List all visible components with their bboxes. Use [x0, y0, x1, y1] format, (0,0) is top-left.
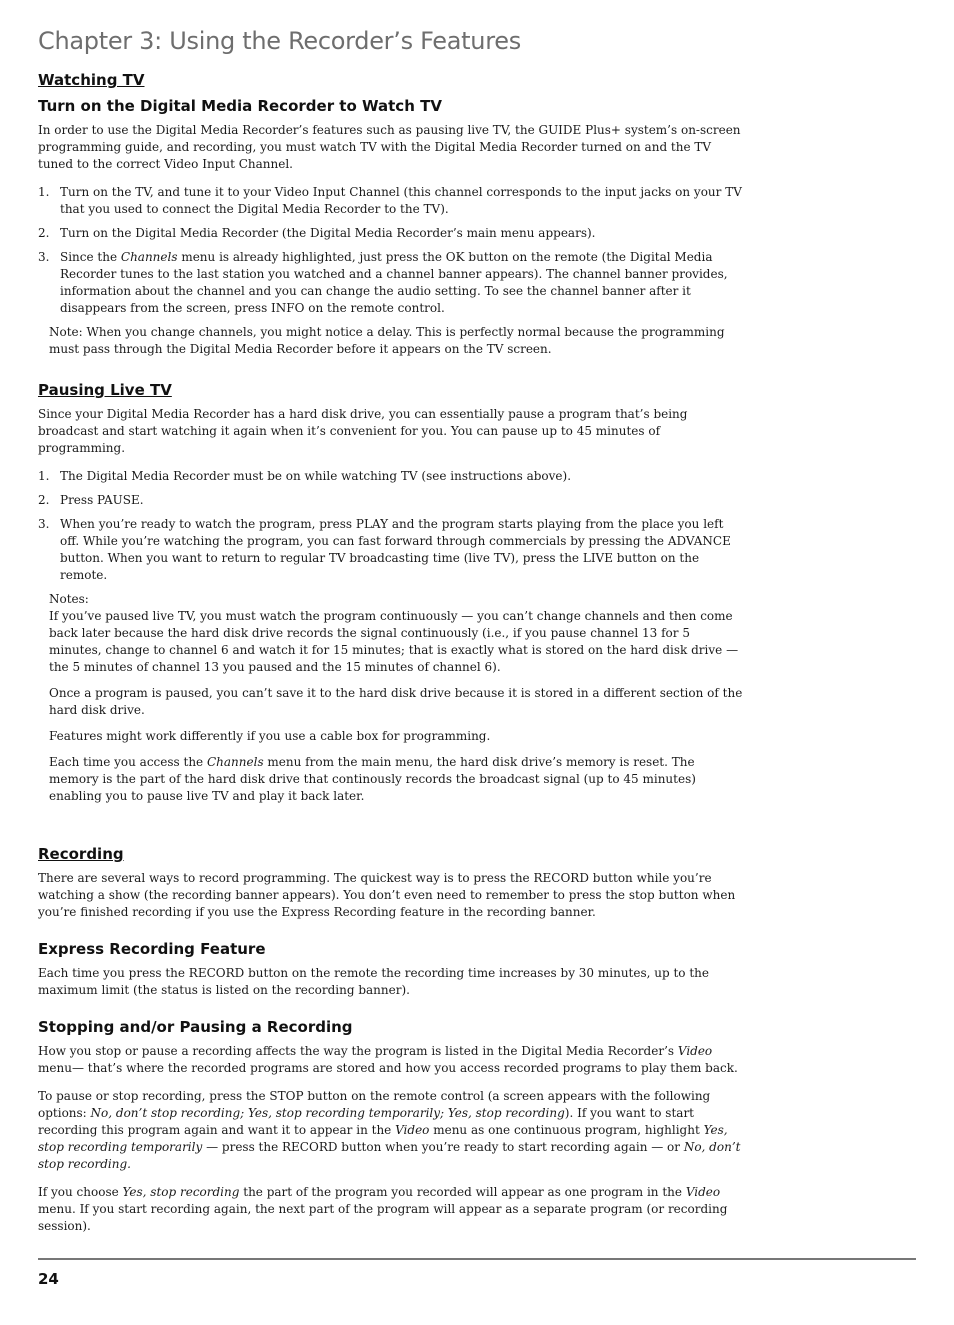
- text-emphasis: Yes, stop recording: [122, 1185, 240, 1199]
- pausing-note-1: If you’ve paused live TV, you must watch the program continuously — you can’t change channels and then come back later because the hard disk drive records the signal continuously (i.e., if you pause channel 13 for 5 minutes, change to channel 6 and watch it for 15 minutes; that is exactly what is stored on the hard disk drive — the 5 minutes of channel 13 you paused and the 15 minutes of channel 6).: [49, 609, 739, 674]
- watching-steps-list: [38, 184, 746, 317]
- text-run: How you stop or pause a recording affects the way the program is listed in the Digital Media Recorder’s: [38, 1044, 678, 1058]
- text-run: menu— that’s where the recorded programs are stored and how you access recorded programs to play them back.: [38, 1061, 738, 1075]
- chapter-title: Chapter 3: Using the Recorder’s Features: [38, 27, 521, 55]
- footer-divider: [38, 1258, 916, 1260]
- subheading-turn-on-recorder: Turn on the Digital Media Recorder to Watch TV: [38, 97, 442, 115]
- step-text-post: menu is already highlighted, just press the OK button on the remote (the Digital Media Recorder tunes to the last station you watched and a channel banner appears). The channel banner provides, information about the channel and you can change the audio setting. To see the channel banner after it disappears from the screen, press INFO on the remote control.: [60, 250, 728, 315]
- step-text: Turn on the Digital Media Recorder (the Digital Media Recorder’s main menu appears).: [60, 226, 596, 240]
- text-emphasis: Video: [685, 1185, 721, 1199]
- step-text: When you’re ready to watch the program, press PLAY and the program starts playing from the place you left off. While you’re watching the program, you can fast forward through commercials by pressing the ADVANCE button. When you want to return to regular TV broadcasting time (live TV), press the LIVE button on the remote.: [60, 517, 731, 582]
- page-content: [38, 24, 746, 1246]
- list-item: [38, 516, 746, 584]
- step-number: 2.: [38, 493, 50, 507]
- step-text: The Digital Media Recorder must be on while watching TV (see instructions above).: [60, 469, 572, 483]
- stopping-paragraph-2: [38, 1088, 746, 1173]
- section-heading-pausing-live-tv: Pausing Live TV: [38, 381, 172, 399]
- step-number: 3.: [38, 250, 50, 264]
- notes-label: Notes:: [49, 592, 89, 606]
- note-text-post: menu from the main menu, the hard disk drive’s memory is reset. The memory is the part of the hard disk drive that continously records the broadcast signal (up to 45 minutes) enabling you to pause live TV and play it back later.: [49, 755, 696, 803]
- stopping-paragraph-3: [38, 1184, 746, 1235]
- subheading-stopping-pausing: Stopping and/or Pausing a Recording: [38, 1018, 353, 1036]
- list-item: [38, 468, 746, 485]
- text-emphasis: No, don’t stop recording; Yes, stop recording temporarily; Yes, stop recording: [90, 1106, 565, 1120]
- step-number: 3.: [38, 517, 50, 531]
- step-text: Turn on the TV, and tune it to your Video Input Channel (this channel corresponds to the input jacks on your TV that you used to connect the Digital Media Recorder to the TV).: [60, 185, 742, 216]
- list-item: [38, 249, 746, 317]
- subheading-express-recording: Express Recording Feature: [38, 940, 266, 958]
- pausing-intro: Since your Digital Media Recorder has a hard disk drive, you can essentially pause a program that’s being broadcast and start watching it again when it’s convenient for you. You can pause up to 45 minutes of programming.: [38, 407, 688, 455]
- step-number: 1.: [38, 469, 50, 483]
- step-number: 1.: [38, 185, 50, 199]
- list-item: [38, 492, 746, 509]
- step-text-emphasis: Channels: [120, 250, 178, 264]
- text-emphasis: Video: [677, 1044, 713, 1058]
- step-text: Press PAUSE.: [60, 493, 144, 507]
- note-text-emphasis: Channels: [206, 755, 264, 769]
- pausing-steps-list: [38, 468, 746, 584]
- watching-note: Note: When you change channels, you might notice a delay. This is perfectly normal because the programming must pass through the Digital Media Recorder before it appears on the TV screen.: [49, 325, 725, 356]
- section-heading-recording: Recording: [38, 845, 124, 863]
- text-run: the part of the program you recorded will appear as one program in the: [239, 1185, 686, 1199]
- recording-intro: There are several ways to record programming. The quickest way is to press the RECORD button while you’re watching a show (the recording banner appears). You don’t even need to remember to press the stop button when you’re finished recording if you use the Express Recording feature in the recording banner.: [38, 871, 736, 919]
- text-run: If you choose: [38, 1185, 123, 1199]
- step-text-pre: Since the: [60, 250, 121, 264]
- text-emphasis: Video: [395, 1123, 430, 1137]
- text-run: menu. If you start recording again, the next part of the program will appear as a separate program (or recording session).: [38, 1202, 728, 1233]
- text-emphasis: Yes, stop recording temporarily: [38, 1123, 728, 1154]
- note-text-pre: Each time you access the: [49, 755, 207, 769]
- pausing-note-3: Features might work differently if you use a cable box for programming.: [49, 729, 491, 743]
- text-run: ). If you want to start recording this program again and want it to appear in the: [38, 1106, 694, 1137]
- text-run: To pause or stop recording, press the STOP button on the remote control (a screen appears with the following options:: [38, 1089, 711, 1120]
- express-recording-text: Each time you press the RECORD button on the remote the recording time increases by 30 minutes, up to the maximum limit (the status is listed on the recording banner).: [38, 966, 709, 997]
- page-number: 24: [38, 1270, 59, 1288]
- watching-intro: In order to use the Digital Media Recorder’s features such as pausing live TV, the GUIDE Plus+ system’s on-screen programming guide, and recording, you must watch TV with the Digital Media Recorder turned on and the TV tuned to the correct Video Input Channel.: [38, 123, 741, 171]
- list-item: [38, 184, 746, 218]
- section-heading-watching-tv: Watching TV: [38, 71, 145, 89]
- list-item: [38, 225, 746, 242]
- stopping-paragraph-1: [38, 1043, 746, 1077]
- text-emphasis: No, don’t stop recording.: [38, 1140, 741, 1171]
- text-run: menu as one continuous program, highlight: [429, 1123, 704, 1137]
- pausing-note-4: [49, 754, 746, 805]
- text-run: — press the RECORD button when you’re ready to start recording again — or: [202, 1140, 684, 1154]
- step-number: 2.: [38, 226, 50, 240]
- pausing-note-2: Once a program is paused, you can’t save it to the hard disk drive because it is stored in a different section of the hard disk drive.: [49, 686, 743, 717]
